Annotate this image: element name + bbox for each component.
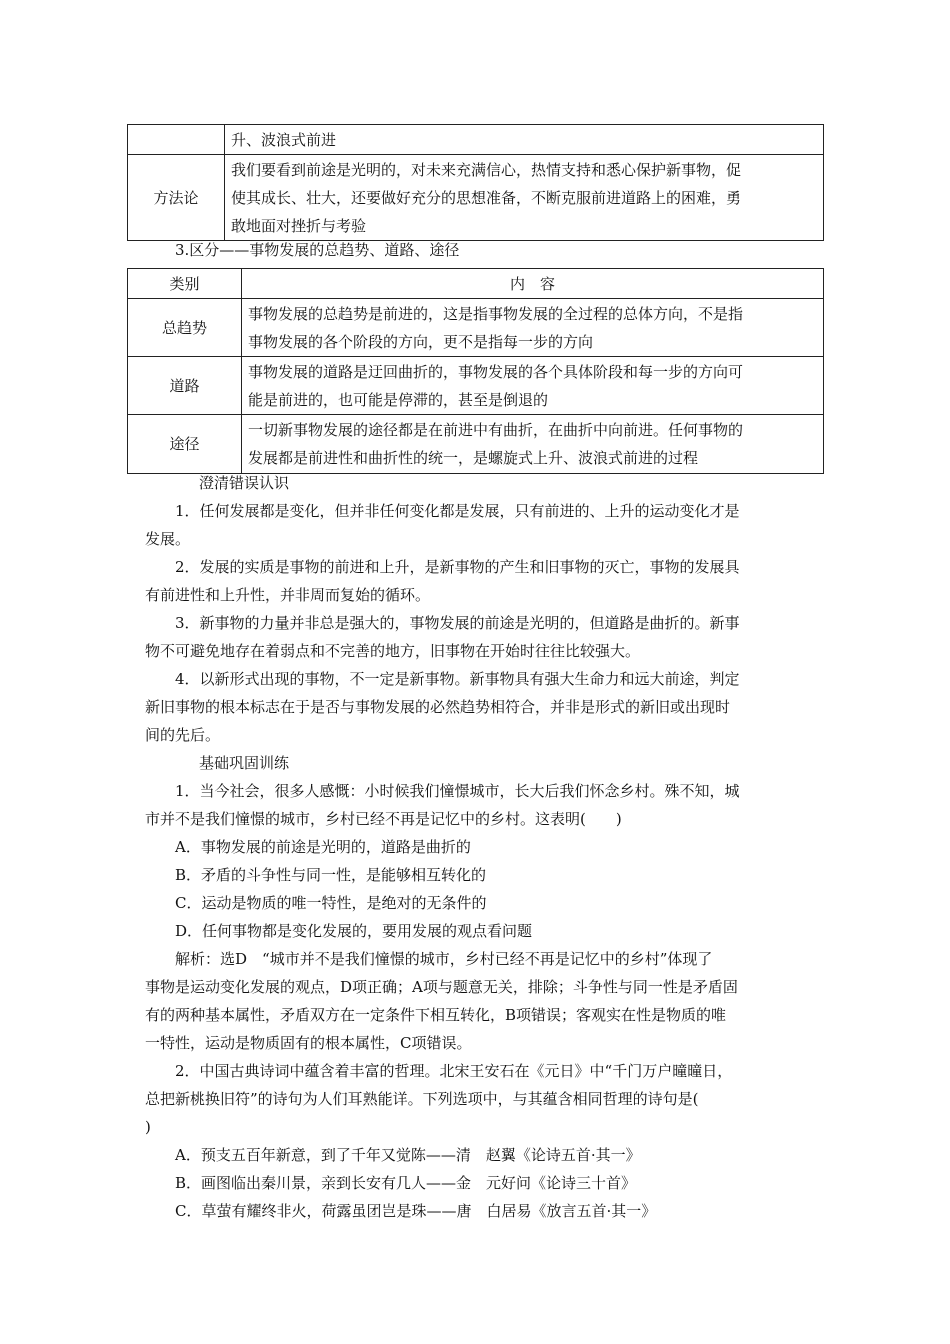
paragraph-line: 发展。: [145, 530, 191, 548]
option-line: B．矛盾的斗争性与同一性，是能够相互转化的: [175, 866, 487, 884]
paragraph-line: 新旧事物的根本标志在于是否与事物发展的必然趋势相符合，并非是形式的新旧或出现时: [145, 698, 731, 716]
analysis-line: 事物是运动变化发展的观点，D项正确；A项与题意无关，排除；斗争性与同一性是矛盾固: [145, 978, 738, 996]
table-cell: 升、波浪式前进: [225, 125, 824, 155]
analysis-line: 有的两种基本属性，矛盾双方在一定条件下相互转化，B项错误；客观实在性是物质的唯: [145, 1006, 727, 1024]
question-line: ): [145, 1118, 151, 1136]
paragraph-line: 2．发展的实质是事物的前进和上升，是新事物的产生和旧事物的灭亡，事物的发展具: [175, 558, 740, 576]
distinction-table: [127, 268, 824, 474]
table-cell-label: 途径: [128, 415, 242, 474]
cell-line: 事物发展的总趋势是前进的，这是指事物发展的全过程的总体方向，不是指: [248, 304, 744, 323]
paragraph-line: 有前进性和上升性，并非周而复始的循环。: [145, 586, 431, 604]
table-header-category: 类别: [128, 269, 242, 299]
question-line: 1．当今社会，很多人感慨：小时候我们憧憬城市，长大后我们怀念乡村。殊不知，城: [175, 782, 740, 800]
question-line: 2．中国古典诗词中蕴含着丰富的哲理。北宋王安石在《元日》中“千门万户曈曈日，: [175, 1062, 733, 1080]
cell-line: 能是前进的，也可能是停滞的，甚至是倒退的: [248, 390, 549, 409]
option-line: C．草萤有耀终非火，荷露虽团岂是珠——唐 白居易《放言五首·其一》: [175, 1202, 657, 1220]
table-cell: [242, 357, 824, 415]
cell-line: 我们要看到前途是光明的，对未来充满信心，热情支持和悉心保护新事物，促: [231, 160, 742, 179]
table-cell: [242, 299, 824, 357]
table-cell-label: 道路: [128, 357, 242, 415]
analysis-line: 一特性，运动是物质固有的根本属性，C项错误。: [145, 1034, 472, 1052]
training-title: 基础巩固训练: [199, 754, 290, 772]
cell-line: 事物发展的各个阶段的方向，更不是指每一步的方向: [248, 332, 594, 351]
paragraph-line: 1．任何发展都是变化，但并非任何变化都是发展，只有前进的、上升的运动变化才是: [175, 502, 740, 520]
option-line: C．运动是物质的唯一特性，是绝对的无条件的: [175, 894, 487, 912]
table-cell: [242, 415, 824, 474]
table-cell-label: 方法论: [128, 155, 225, 241]
methodology-table: [127, 124, 824, 241]
analysis-line: 解析：选D “城市并不是我们憧憬的城市，乡村已经不再是记忆中的乡村”体现了: [175, 950, 713, 968]
option-line: B．画图临出秦川景，亲到长安有几人——金 元好问《论诗三十首》: [175, 1174, 637, 1192]
cell-line: 敢地面对挫折与考验: [231, 216, 367, 235]
cell-line: 使其成长、壮大，还要做好充分的思想准备，不断克服前进道路上的困难，勇: [231, 188, 742, 207]
clarify-title: 澄清错误认识: [199, 474, 290, 492]
question-line: 总把新桃换旧符”的诗句为人们耳熟能详。下列选项中，与其蕴含相同哲理的诗句是(: [145, 1090, 699, 1108]
paragraph-line: 间的先后。: [145, 726, 221, 744]
option-line: A．预支五百年新意，到了千年又觉陈——清 赵翼《论诗五首·其一》: [175, 1146, 641, 1164]
paragraph-line: 物不可避免地存在着弱点和不完善的地方，旧事物在开始时往往比较强大。: [145, 642, 641, 660]
table-cell-label: 总趋势: [128, 299, 242, 357]
section-heading: 3.区分——事物发展的总趋势、道路、途径: [175, 241, 460, 259]
cell-line: 事物发展的道路是迂回曲折的，事物发展的各个具体阶段和每一步的方向可: [248, 362, 744, 381]
table-cell-empty: [128, 125, 225, 155]
paragraph-line: 4．以新形式出现的事物，不一定是新事物。新事物具有强大生命力和远大前途，判定: [175, 670, 740, 688]
cell-line: 发展都是前进性和曲折性的统一，是螺旋式上升、波浪式前进的过程: [248, 449, 699, 467]
paragraph-line: 3．新事物的力量并非总是强大的，事物发展的前途是光明的，但道路是曲折的。新事: [175, 614, 740, 632]
cell-line: 一切新事物发展的途径都是在前进中有曲折，在曲折中向前进。任何事物的: [248, 421, 744, 439]
table-cell: [225, 155, 824, 241]
question-line: 市并不是我们憧憬的城市，乡村已经不再是记忆中的乡村。这表明( ): [145, 810, 622, 828]
option-line: A．事物发展的前途是光明的，道路是曲折的: [175, 838, 471, 856]
table-header-content: 内 容: [242, 269, 824, 299]
option-line: D．任何事物都是变化发展的，要用发展的观点看问题: [175, 922, 533, 940]
